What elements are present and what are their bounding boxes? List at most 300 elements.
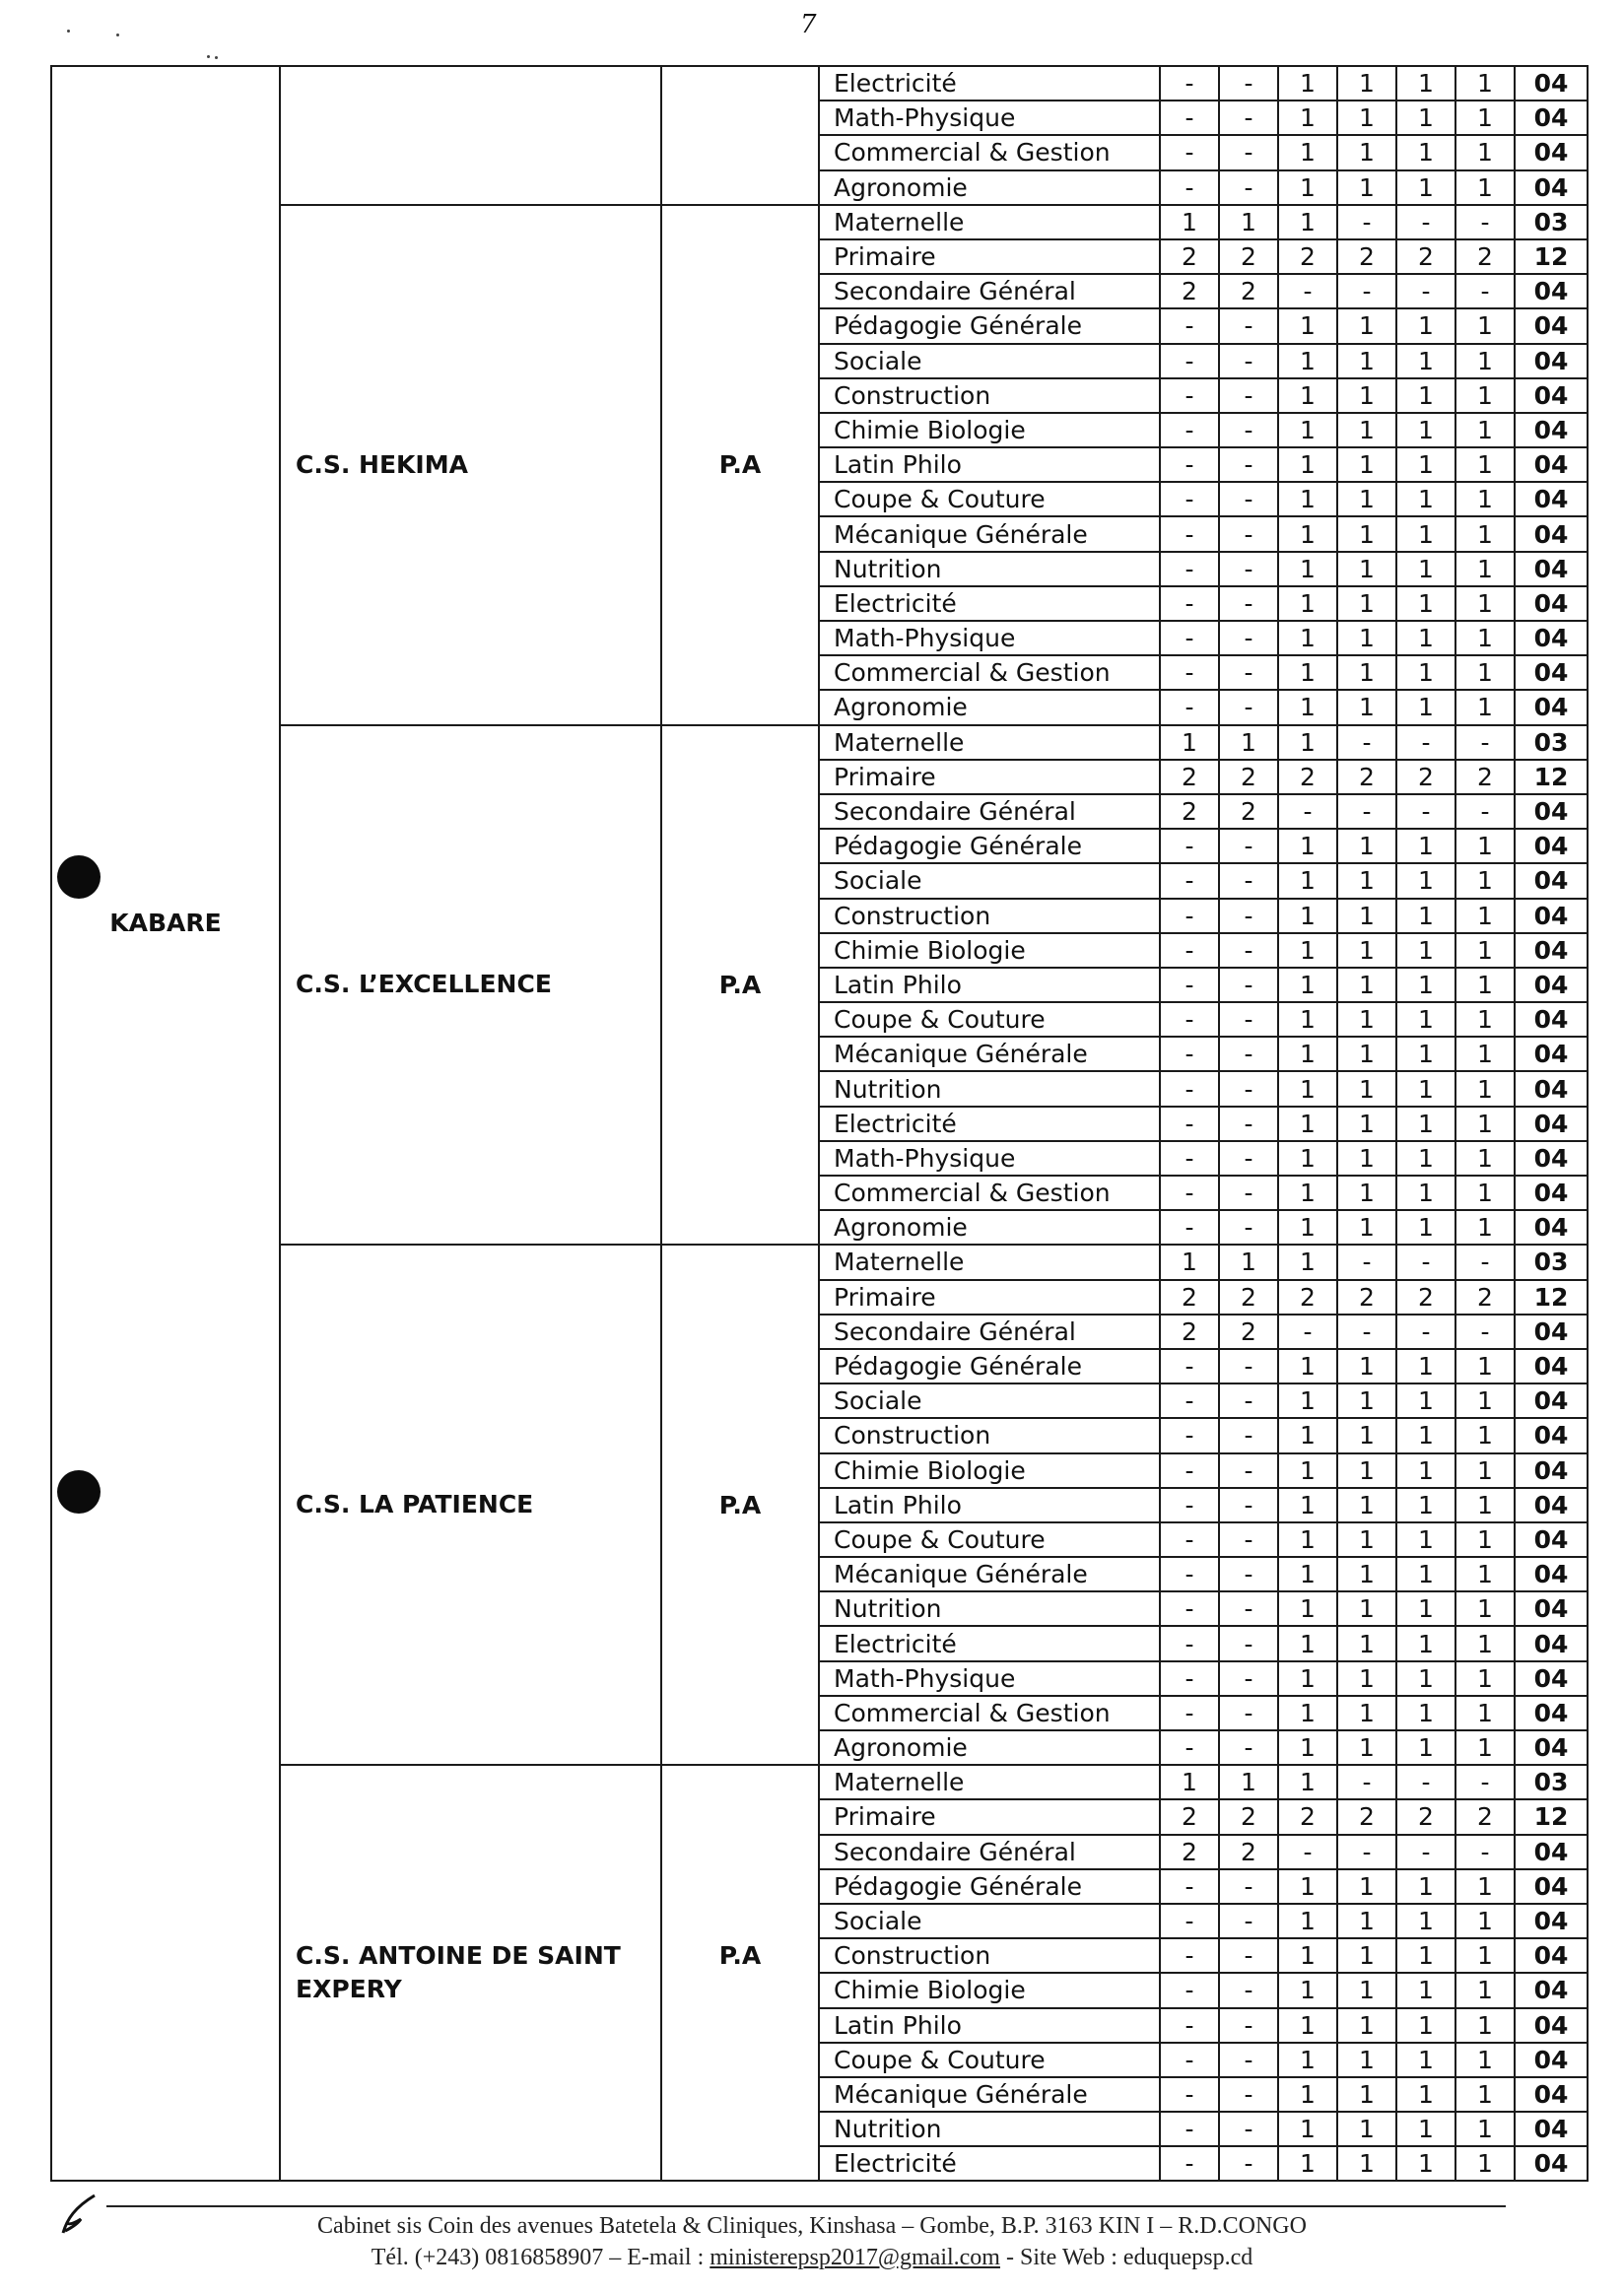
footer-site: - Site Web : eduquepsp.cd bbox=[999, 2245, 1253, 2270]
class-count-cell: 1 bbox=[1160, 205, 1219, 239]
class-count-cell: 1 bbox=[1396, 690, 1455, 724]
class-count-cell: 2 bbox=[1219, 239, 1278, 274]
option-cell: Sociale bbox=[819, 863, 1160, 898]
option-cell: Mécanique Générale bbox=[819, 516, 1160, 551]
class-count-cell: 1 bbox=[1455, 1210, 1515, 1245]
class-count-cell: - bbox=[1455, 794, 1515, 829]
class-count-cell: 2 bbox=[1396, 760, 1455, 794]
class-count-cell: 1 bbox=[1337, 1557, 1396, 1591]
class-count-cell: 1 bbox=[1278, 2112, 1337, 2146]
class-count-cell: 1 bbox=[1278, 968, 1337, 1002]
class-count-cell: - bbox=[1219, 1071, 1278, 1106]
option-cell: Commercial & Gestion bbox=[819, 655, 1160, 690]
total-cell: 12 bbox=[1515, 239, 1588, 274]
class-count-cell: 1 bbox=[1396, 1522, 1455, 1557]
option-cell: Latin Philo bbox=[819, 447, 1160, 482]
option-cell: Electricité bbox=[819, 586, 1160, 621]
total-cell: 04 bbox=[1515, 2146, 1588, 2181]
total-cell: 04 bbox=[1515, 1383, 1588, 1418]
class-count-cell: 2 bbox=[1219, 1280, 1278, 1315]
class-count-cell: 1 bbox=[1396, 2043, 1455, 2077]
class-count-cell: 2 bbox=[1337, 760, 1396, 794]
option-cell: Math-Physique bbox=[819, 1141, 1160, 1176]
class-count-cell: 1 bbox=[1337, 1696, 1396, 1730]
scan-speck bbox=[116, 34, 119, 36]
option-cell: Secondaire Général bbox=[819, 1835, 1160, 1869]
class-count-cell: 1 bbox=[1337, 1210, 1396, 1245]
option-cell: Sociale bbox=[819, 1383, 1160, 1418]
option-cell: Electricité bbox=[819, 2146, 1160, 2181]
class-count-cell: 1 bbox=[1337, 101, 1396, 135]
class-count-cell: 1 bbox=[1455, 2077, 1515, 2112]
class-count-cell: 1 bbox=[1396, 1176, 1455, 1210]
class-count-cell: 1 bbox=[1337, 1037, 1396, 1071]
schools-table bbox=[50, 65, 1589, 2182]
class-count-cell: - bbox=[1337, 1315, 1396, 1349]
class-count-cell: 2 bbox=[1278, 1280, 1337, 1315]
class-count-cell: 1 bbox=[1278, 516, 1337, 551]
class-count-cell: 1 bbox=[1455, 1071, 1515, 1106]
class-count-cell: 1 bbox=[1337, 2146, 1396, 2181]
class-count-cell: - bbox=[1160, 1869, 1219, 1904]
school-name-cell bbox=[280, 1765, 661, 2181]
class-count-cell: - bbox=[1219, 1591, 1278, 1626]
class-count-cell: 1 bbox=[1396, 308, 1455, 343]
class-count-cell: - bbox=[1219, 413, 1278, 447]
option-cell: Primaire bbox=[819, 1280, 1160, 1315]
class-count-cell: 1 bbox=[1396, 1661, 1455, 1696]
class-count-cell: 1 bbox=[1337, 516, 1396, 551]
regime-cell: P.A bbox=[661, 1765, 819, 2181]
class-count-cell: 2 bbox=[1160, 239, 1219, 274]
class-count-cell: 1 bbox=[1337, 1661, 1396, 1696]
option-cell: Math-Physique bbox=[819, 1661, 1160, 1696]
class-count-cell: 1 bbox=[1455, 1730, 1515, 1765]
school-name-cell bbox=[280, 66, 661, 205]
class-count-cell: - bbox=[1396, 725, 1455, 760]
class-count-cell: 1 bbox=[1278, 378, 1337, 413]
territory-cell bbox=[51, 66, 280, 2181]
class-count-cell: 1 bbox=[1337, 1383, 1396, 1418]
class-count-cell: 1 bbox=[1396, 968, 1455, 1002]
class-count-cell: - bbox=[1219, 1107, 1278, 1141]
option-cell: Agronomie bbox=[819, 690, 1160, 724]
class-count-cell: - bbox=[1278, 1315, 1337, 1349]
class-count-cell: 1 bbox=[1455, 378, 1515, 413]
class-count-cell: 1 bbox=[1455, 2043, 1515, 2077]
class-count-cell: - bbox=[1160, 829, 1219, 863]
class-count-cell: - bbox=[1160, 1973, 1219, 2007]
class-count-cell: - bbox=[1160, 1176, 1219, 1210]
class-count-cell: - bbox=[1337, 1765, 1396, 1799]
class-count-cell: 1 bbox=[1396, 933, 1455, 968]
table-row bbox=[51, 205, 1588, 239]
class-count-cell: - bbox=[1160, 1591, 1219, 1626]
class-count-cell: - bbox=[1219, 2077, 1278, 2112]
class-count-cell: 1 bbox=[1396, 1591, 1455, 1626]
class-count-cell: 2 bbox=[1278, 239, 1337, 274]
class-count-cell: - bbox=[1219, 308, 1278, 343]
class-count-cell: - bbox=[1160, 1938, 1219, 1973]
class-count-cell: - bbox=[1278, 794, 1337, 829]
total-cell: 04 bbox=[1515, 135, 1588, 169]
class-count-cell: - bbox=[1219, 933, 1278, 968]
class-count-cell: 1 bbox=[1337, 413, 1396, 447]
class-count-cell: 1 bbox=[1337, 1904, 1396, 1938]
class-count-cell: 1 bbox=[1455, 1696, 1515, 1730]
option-cell: Primaire bbox=[819, 760, 1160, 794]
class-count-cell: 1 bbox=[1396, 1141, 1455, 1176]
footer-rule bbox=[106, 2205, 1506, 2207]
option-cell: Pédagogie Générale bbox=[819, 1869, 1160, 1904]
class-count-cell: 1 bbox=[1337, 378, 1396, 413]
total-cell: 04 bbox=[1515, 1591, 1588, 1626]
class-count-cell: 1 bbox=[1337, 933, 1396, 968]
class-count-cell: 2 bbox=[1160, 794, 1219, 829]
territory-name: KABARE bbox=[109, 909, 222, 937]
class-count-cell: - bbox=[1455, 205, 1515, 239]
option-cell: Sociale bbox=[819, 1904, 1160, 1938]
class-count-cell: 1 bbox=[1337, 1591, 1396, 1626]
class-count-cell: 2 bbox=[1396, 1280, 1455, 1315]
class-count-cell: - bbox=[1219, 690, 1278, 724]
option-cell: Sociale bbox=[819, 344, 1160, 378]
class-count-cell: - bbox=[1396, 274, 1455, 308]
total-cell: 04 bbox=[1515, 274, 1588, 308]
class-count-cell: - bbox=[1160, 1696, 1219, 1730]
class-count-cell: 1 bbox=[1455, 1453, 1515, 1488]
class-count-cell: - bbox=[1160, 1661, 1219, 1696]
class-count-cell: - bbox=[1219, 1557, 1278, 1591]
school-name: C.S. L’EXCELLENCE bbox=[296, 970, 552, 999]
total-cell: 04 bbox=[1515, 1488, 1588, 1522]
class-count-cell: 1 bbox=[1278, 1418, 1337, 1452]
class-count-cell: 1 bbox=[1278, 1869, 1337, 1904]
class-count-cell: 1 bbox=[1396, 1557, 1455, 1591]
class-count-cell: 1 bbox=[1278, 1141, 1337, 1176]
total-cell: 04 bbox=[1515, 1418, 1588, 1452]
bullet-mark bbox=[57, 855, 101, 899]
class-count-cell: - bbox=[1337, 725, 1396, 760]
class-count-cell: 2 bbox=[1396, 1799, 1455, 1834]
class-count-cell: - bbox=[1219, 135, 1278, 169]
class-count-cell: - bbox=[1396, 205, 1455, 239]
class-count-cell: 1 bbox=[1337, 1869, 1396, 1904]
class-count-cell: 1 bbox=[1278, 899, 1337, 933]
class-count-cell: - bbox=[1219, 863, 1278, 898]
class-count-cell: - bbox=[1160, 482, 1219, 516]
class-count-cell: - bbox=[1396, 1765, 1455, 1799]
class-count-cell: - bbox=[1160, 170, 1219, 205]
class-count-cell: 1 bbox=[1396, 344, 1455, 378]
class-count-cell: 1 bbox=[1455, 101, 1515, 135]
class-count-cell: 1 bbox=[1337, 899, 1396, 933]
class-count-cell: 1 bbox=[1455, 2008, 1515, 2043]
page-number: 7 bbox=[800, 10, 817, 39]
regime-cell: P.A bbox=[661, 725, 819, 1246]
footer-email-link[interactable]: ministerepsp2017@gmail.com bbox=[710, 2245, 1000, 2270]
class-count-cell: 1 bbox=[1396, 621, 1455, 655]
class-count-cell: 1 bbox=[1278, 1557, 1337, 1591]
class-count-cell: 1 bbox=[1396, 135, 1455, 169]
class-count-cell: 1 bbox=[1337, 586, 1396, 621]
class-count-cell: 1 bbox=[1337, 655, 1396, 690]
class-count-cell: - bbox=[1160, 863, 1219, 898]
class-count-cell: 2 bbox=[1337, 239, 1396, 274]
class-count-cell: 1 bbox=[1278, 1591, 1337, 1626]
class-count-cell: 1 bbox=[1455, 1938, 1515, 1973]
class-count-cell: 1 bbox=[1337, 2043, 1396, 2077]
class-count-cell: 1 bbox=[1278, 1488, 1337, 1522]
option-cell: Nutrition bbox=[819, 2112, 1160, 2146]
class-count-cell: 1 bbox=[1278, 2008, 1337, 2043]
total-cell: 04 bbox=[1515, 1002, 1588, 1037]
class-count-cell: 1 bbox=[1455, 447, 1515, 482]
class-count-cell: 1 bbox=[1455, 829, 1515, 863]
scan-speck bbox=[67, 30, 70, 33]
class-count-cell: 1 bbox=[1337, 135, 1396, 169]
class-count-cell: 1 bbox=[1455, 516, 1515, 551]
option-cell: Electricité bbox=[819, 1107, 1160, 1141]
class-count-cell: - bbox=[1160, 2008, 1219, 2043]
class-count-cell: 2 bbox=[1160, 760, 1219, 794]
class-count-cell: 1 bbox=[1455, 1557, 1515, 1591]
class-count-cell: 2 bbox=[1219, 1315, 1278, 1349]
class-count-cell: 1 bbox=[1455, 1973, 1515, 2007]
class-count-cell: 1 bbox=[1396, 2146, 1455, 2181]
class-count-cell: 1 bbox=[1396, 1002, 1455, 1037]
class-count-cell: 1 bbox=[1455, 1107, 1515, 1141]
schools-table-body bbox=[51, 66, 1588, 2181]
total-cell: 04 bbox=[1515, 621, 1588, 655]
option-cell: Chimie Biologie bbox=[819, 1453, 1160, 1488]
total-cell: 04 bbox=[1515, 1315, 1588, 1349]
option-cell: Commercial & Gestion bbox=[819, 1176, 1160, 1210]
total-cell: 04 bbox=[1515, 516, 1588, 551]
total-cell: 04 bbox=[1515, 447, 1588, 482]
class-count-cell: 1 bbox=[1278, 933, 1337, 968]
class-count-cell: 1 bbox=[1278, 1904, 1337, 1938]
table-row bbox=[51, 1765, 1588, 1799]
class-count-cell: - bbox=[1160, 2077, 1219, 2112]
class-count-cell: - bbox=[1160, 135, 1219, 169]
class-count-cell: - bbox=[1219, 1973, 1278, 2007]
class-count-cell: - bbox=[1160, 413, 1219, 447]
class-count-cell: 2 bbox=[1396, 239, 1455, 274]
class-count-cell: 1 bbox=[1337, 968, 1396, 1002]
class-count-cell: 1 bbox=[1337, 1002, 1396, 1037]
total-cell: 04 bbox=[1515, 1938, 1588, 1973]
class-count-cell: 2 bbox=[1219, 794, 1278, 829]
class-count-cell: - bbox=[1219, 1037, 1278, 1071]
class-count-cell: 1 bbox=[1337, 690, 1396, 724]
class-count-cell: 1 bbox=[1455, 135, 1515, 169]
class-count-cell: 1 bbox=[1337, 1107, 1396, 1141]
class-count-cell: - bbox=[1396, 1315, 1455, 1349]
scan-speck bbox=[215, 56, 218, 59]
class-count-cell: 1 bbox=[1337, 170, 1396, 205]
class-count-cell: 1 bbox=[1396, 1869, 1455, 1904]
scan-speck bbox=[207, 55, 210, 58]
class-count-cell: 1 bbox=[1278, 482, 1337, 516]
class-count-cell: 1 bbox=[1278, 1383, 1337, 1418]
class-count-cell: 1 bbox=[1278, 1938, 1337, 1973]
class-count-cell: - bbox=[1219, 1626, 1278, 1660]
option-cell: Coupe & Couture bbox=[819, 482, 1160, 516]
class-count-cell: - bbox=[1160, 308, 1219, 343]
class-count-cell: - bbox=[1219, 1696, 1278, 1730]
class-count-cell: 2 bbox=[1337, 1280, 1396, 1315]
class-count-cell: - bbox=[1160, 1037, 1219, 1071]
total-cell: 04 bbox=[1515, 1869, 1588, 1904]
total-cell: 04 bbox=[1515, 413, 1588, 447]
class-count-cell: 1 bbox=[1396, 1730, 1455, 1765]
total-cell: 04 bbox=[1515, 1349, 1588, 1383]
total-cell: 03 bbox=[1515, 1245, 1588, 1279]
school-name: C.S. HEKIMA bbox=[296, 449, 468, 479]
class-count-cell: - bbox=[1160, 378, 1219, 413]
class-count-cell: 2 bbox=[1455, 1280, 1515, 1315]
total-cell: 12 bbox=[1515, 760, 1588, 794]
class-count-cell: 1 bbox=[1219, 1245, 1278, 1279]
class-count-cell: 1 bbox=[1455, 933, 1515, 968]
class-count-cell: - bbox=[1455, 1315, 1515, 1349]
class-count-cell: 1 bbox=[1278, 66, 1337, 101]
option-cell: Latin Philo bbox=[819, 2008, 1160, 2043]
class-count-cell: 1 bbox=[1455, 344, 1515, 378]
class-count-cell: 1 bbox=[1455, 552, 1515, 586]
class-count-cell: 1 bbox=[1396, 447, 1455, 482]
class-count-cell: 2 bbox=[1160, 1315, 1219, 1349]
class-count-cell: - bbox=[1219, 1210, 1278, 1245]
class-count-cell: 2 bbox=[1278, 760, 1337, 794]
class-count-cell: 1 bbox=[1396, 1453, 1455, 1488]
class-count-cell: 1 bbox=[1455, 66, 1515, 101]
class-count-cell: 1 bbox=[1337, 2077, 1396, 2112]
class-count-cell: 1 bbox=[1455, 1591, 1515, 1626]
class-count-cell: 1 bbox=[1337, 1071, 1396, 1106]
class-count-cell: - bbox=[1160, 447, 1219, 482]
table-row bbox=[51, 66, 1588, 101]
total-cell: 04 bbox=[1515, 552, 1588, 586]
class-count-cell: 1 bbox=[1337, 1418, 1396, 1452]
class-count-cell: 1 bbox=[1278, 1002, 1337, 1037]
class-count-cell: 1 bbox=[1337, 621, 1396, 655]
option-cell: Math-Physique bbox=[819, 101, 1160, 135]
total-cell: 04 bbox=[1515, 1626, 1588, 1660]
class-count-cell: - bbox=[1219, 2043, 1278, 2077]
class-count-cell: 1 bbox=[1455, 1037, 1515, 1071]
class-count-cell: 1 bbox=[1278, 101, 1337, 135]
class-count-cell: 2 bbox=[1219, 274, 1278, 308]
total-cell: 04 bbox=[1515, 1835, 1588, 1869]
class-count-cell: - bbox=[1160, 586, 1219, 621]
total-cell: 04 bbox=[1515, 1557, 1588, 1591]
class-count-cell: 1 bbox=[1455, 482, 1515, 516]
class-count-cell: - bbox=[1219, 378, 1278, 413]
total-cell: 04 bbox=[1515, 1037, 1588, 1071]
class-count-cell: - bbox=[1160, 1383, 1219, 1418]
class-count-cell: - bbox=[1160, 2112, 1219, 2146]
class-count-cell: 1 bbox=[1337, 1973, 1396, 2007]
total-cell: 12 bbox=[1515, 1799, 1588, 1834]
class-count-cell: 1 bbox=[1396, 101, 1455, 135]
option-cell: Construction bbox=[819, 1938, 1160, 1973]
class-count-cell: 1 bbox=[1455, 1522, 1515, 1557]
option-cell: Mécanique Générale bbox=[819, 2077, 1160, 2112]
class-count-cell: 1 bbox=[1278, 413, 1337, 447]
option-cell: Nutrition bbox=[819, 1591, 1160, 1626]
option-cell: Pédagogie Générale bbox=[819, 829, 1160, 863]
class-count-cell: 1 bbox=[1396, 1107, 1455, 1141]
total-cell: 04 bbox=[1515, 863, 1588, 898]
class-count-cell: 1 bbox=[1455, 899, 1515, 933]
class-count-cell: 1 bbox=[1278, 2043, 1337, 2077]
option-cell: Commercial & Gestion bbox=[819, 1696, 1160, 1730]
school-name-cell bbox=[280, 205, 661, 725]
class-count-cell: - bbox=[1160, 1141, 1219, 1176]
option-cell: Chimie Biologie bbox=[819, 933, 1160, 968]
class-count-cell: 1 bbox=[1455, 968, 1515, 1002]
class-count-cell: - bbox=[1219, 101, 1278, 135]
class-count-cell: 1 bbox=[1337, 1488, 1396, 1522]
class-count-cell: - bbox=[1337, 1245, 1396, 1279]
class-count-cell: - bbox=[1455, 1245, 1515, 1279]
class-count-cell: - bbox=[1455, 1835, 1515, 1869]
class-count-cell: 1 bbox=[1278, 586, 1337, 621]
class-count-cell: - bbox=[1219, 1176, 1278, 1210]
total-cell: 04 bbox=[1515, 968, 1588, 1002]
total-cell: 04 bbox=[1515, 2043, 1588, 2077]
option-cell: Coupe & Couture bbox=[819, 2043, 1160, 2077]
option-cell: Chimie Biologie bbox=[819, 1973, 1160, 2007]
class-count-cell: 1 bbox=[1396, 829, 1455, 863]
class-count-cell: 1 bbox=[1278, 1626, 1337, 1660]
class-count-cell: - bbox=[1160, 66, 1219, 101]
class-count-cell: - bbox=[1160, 1002, 1219, 1037]
class-count-cell: - bbox=[1219, 1904, 1278, 1938]
class-count-cell: 1 bbox=[1337, 1141, 1396, 1176]
class-count-cell: 1 bbox=[1396, 1418, 1455, 1452]
class-count-cell: 1 bbox=[1455, 1176, 1515, 1210]
class-count-cell: 1 bbox=[1455, 1488, 1515, 1522]
total-cell: 04 bbox=[1515, 655, 1588, 690]
class-count-cell: - bbox=[1219, 968, 1278, 1002]
class-count-cell: 1 bbox=[1396, 413, 1455, 447]
class-count-cell: - bbox=[1160, 1453, 1219, 1488]
class-count-cell: 1 bbox=[1337, 344, 1396, 378]
option-cell: Electricité bbox=[819, 66, 1160, 101]
class-count-cell: 1 bbox=[1396, 1973, 1455, 2007]
class-count-cell: - bbox=[1337, 794, 1396, 829]
total-cell: 04 bbox=[1515, 482, 1588, 516]
class-count-cell: - bbox=[1396, 1245, 1455, 1279]
total-cell: 04 bbox=[1515, 2077, 1588, 2112]
footer-address: Cabinet sis Coin des avenues Batetela & Cliniques, Kinshasa – Gombe, B.P. 3163 KIN I – R.D.CONGO bbox=[317, 2213, 1307, 2239]
total-cell: 04 bbox=[1515, 794, 1588, 829]
option-cell: Chimie Biologie bbox=[819, 413, 1160, 447]
total-cell: 04 bbox=[1515, 933, 1588, 968]
option-cell: Secondaire Général bbox=[819, 1315, 1160, 1349]
class-count-cell: - bbox=[1160, 1626, 1219, 1660]
class-count-cell: - bbox=[1160, 1107, 1219, 1141]
class-count-cell: - bbox=[1219, 66, 1278, 101]
class-count-cell: 1 bbox=[1278, 1176, 1337, 1210]
class-count-cell: 1 bbox=[1396, 2008, 1455, 2043]
class-count-cell: - bbox=[1219, 1418, 1278, 1452]
class-count-cell: 1 bbox=[1337, 1453, 1396, 1488]
class-count-cell: 1 bbox=[1396, 1938, 1455, 1973]
